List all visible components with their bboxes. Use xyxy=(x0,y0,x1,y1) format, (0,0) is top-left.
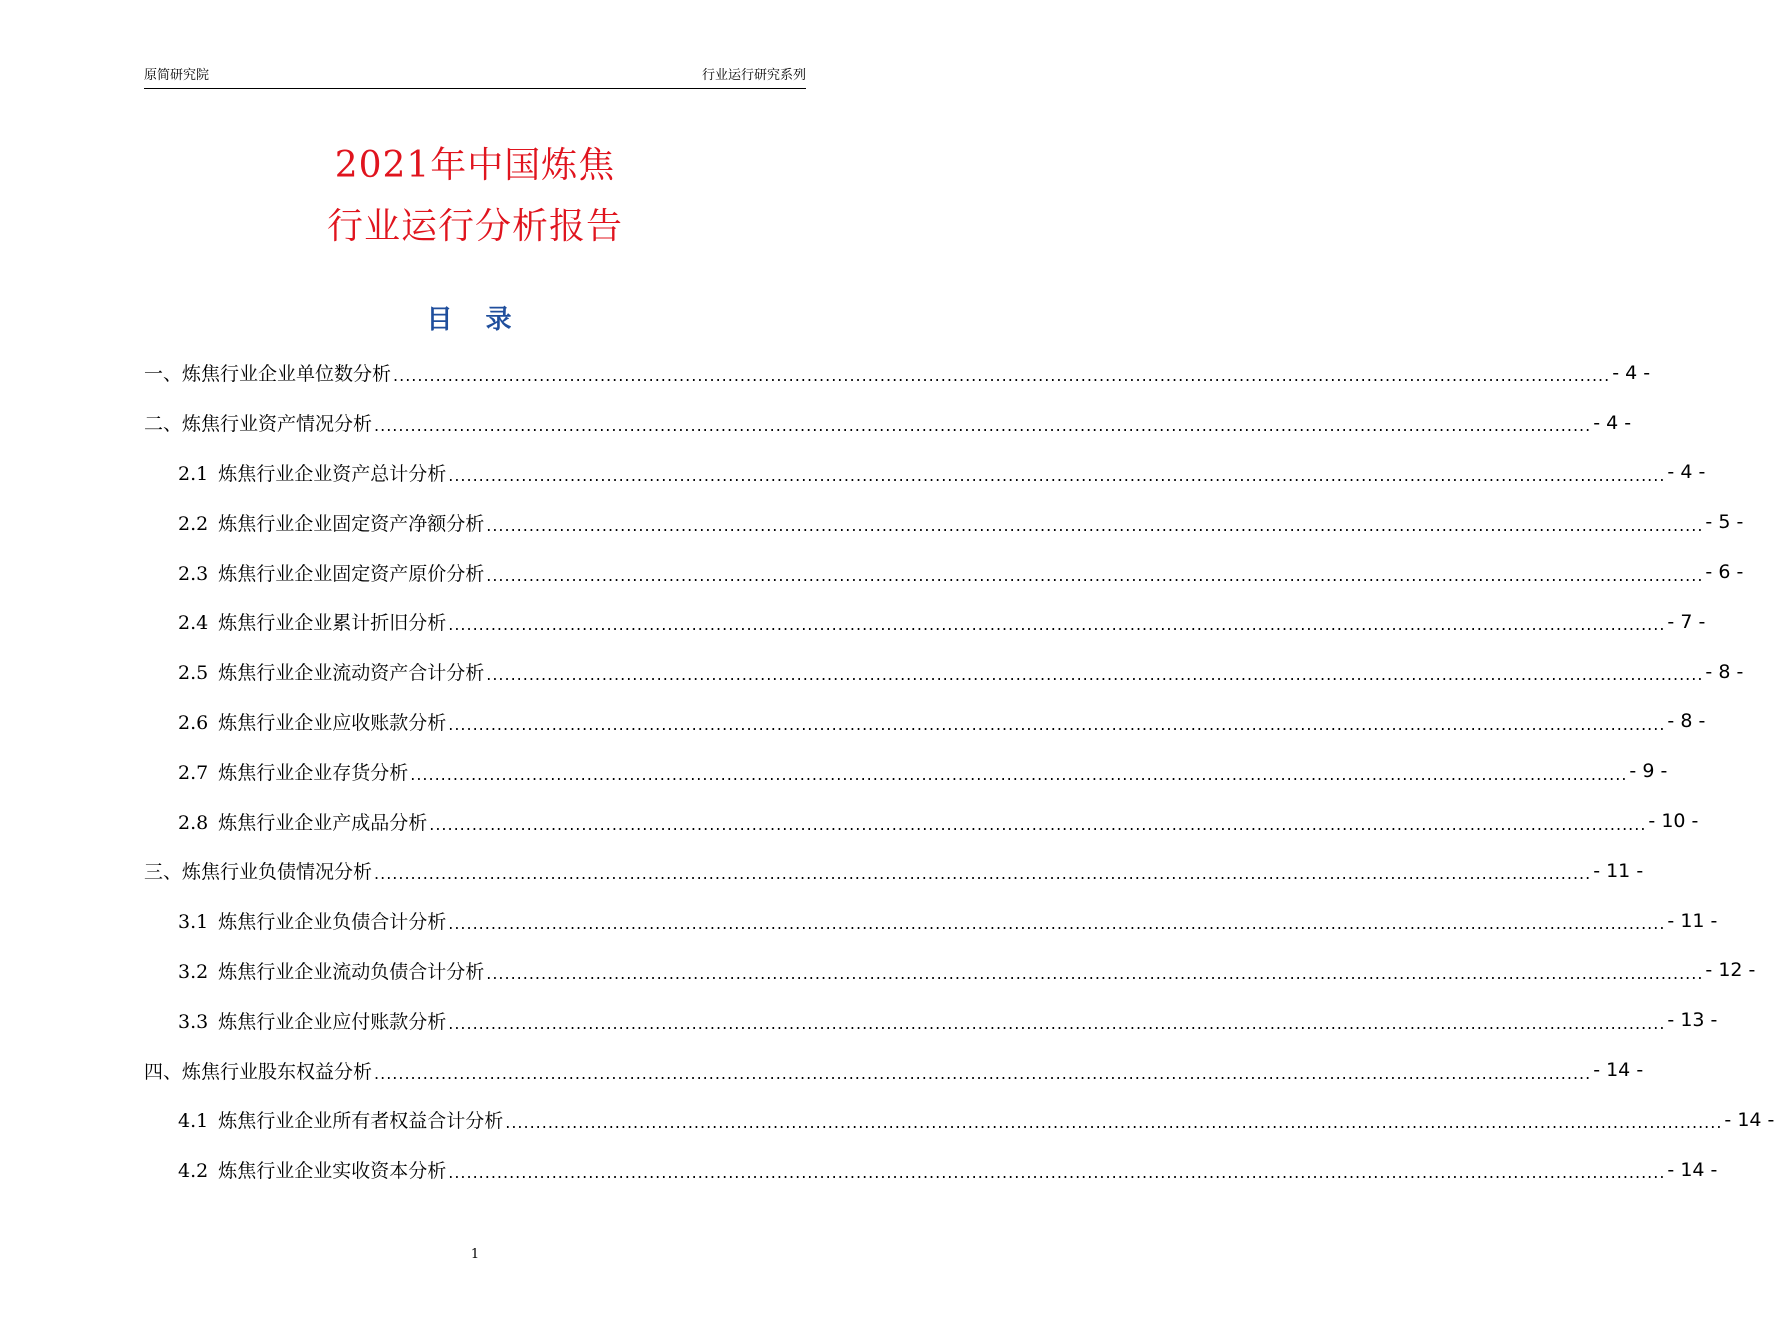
toc-entry-page: - 12 - xyxy=(1705,959,1756,982)
toc-entry-text: 炼焦行业企业固定资产净额分析 xyxy=(218,512,485,535)
toc-dot-leader: ........................................................................................................................................................................................................ xyxy=(486,963,1704,983)
toc-dot-leader: ........................................................................................................................................................................................................ xyxy=(448,465,1666,485)
toc-entry-label xyxy=(178,1156,448,1183)
toc-entry-text: 炼焦行业企业所有者权益合计分析 xyxy=(218,1110,504,1133)
toc-entry[interactable] xyxy=(144,497,1744,547)
toc-entry[interactable] xyxy=(144,547,1744,597)
toc-entry[interactable] xyxy=(144,647,1744,697)
toc-entry-number: 2.1 xyxy=(178,462,209,485)
toc-entry-number: 3.2 xyxy=(178,960,209,983)
toc-entry-page: - 4 - xyxy=(1612,361,1651,384)
toc-dot-leader: ........................................................................................................................................................................................................ xyxy=(448,914,1666,934)
toc-entry-number: 2.8 xyxy=(178,811,209,834)
toc-entry-number: 2.2 xyxy=(178,512,209,535)
toc-entry-number: 2.6 xyxy=(178,711,209,734)
toc-entry[interactable] xyxy=(144,597,1706,647)
toc-entry-text: 炼焦行业企业实收资本分析 xyxy=(218,1160,447,1183)
toc-entry[interactable] xyxy=(144,448,1706,498)
toc-entry[interactable] xyxy=(144,697,1706,747)
toc-entry-text: 炼焦行业企业负债合计分析 xyxy=(218,911,447,934)
toc-entry[interactable] xyxy=(144,348,1651,398)
toc-entry-number: 3.1 xyxy=(178,911,209,934)
toc-entry-label xyxy=(144,359,393,386)
toc-entry-label xyxy=(178,509,486,536)
toc-entry-text: 炼焦行业企业流动资产合计分析 xyxy=(218,662,485,685)
toc-entry-page: - 5 - xyxy=(1705,511,1744,534)
toc-entry-label xyxy=(178,559,486,586)
toc-entry[interactable] xyxy=(144,896,1718,946)
report-title-line-1: 2021年中国炼焦 xyxy=(334,145,616,186)
toc-entry-label xyxy=(178,708,448,735)
toc-entry-page: - 8 - xyxy=(1667,710,1706,733)
toc-entry-text: 炼焦行业企业应收账款分析 xyxy=(218,711,447,734)
toc-entry[interactable] xyxy=(144,398,1632,448)
toc-entry-label xyxy=(178,1106,505,1133)
header-series-name: 行业运行研究系列 xyxy=(701,68,806,83)
toc-entry-label xyxy=(178,758,410,785)
toc-entry-page: - 14 - xyxy=(1724,1108,1774,1131)
toc-heading: 目 录 xyxy=(426,305,524,335)
toc-entry-number: 2.4 xyxy=(178,612,209,635)
toc-entry-label xyxy=(144,409,374,436)
toc-entry-text: 炼焦行业企业产成品分析 xyxy=(218,811,428,834)
toc-entry-page: - 8 - xyxy=(1705,660,1744,683)
header-org-name: 原简研究院 xyxy=(144,68,210,83)
toc-entry-page: - 6 - xyxy=(1705,561,1744,584)
toc-dot-leader: ........................................................................................................................................................................................................ xyxy=(374,864,1592,884)
toc-dot-leader: ........................................................................................................................................................................................................ xyxy=(505,1113,1723,1133)
toc-dot-leader: ........................................................................................................................................................................................................ xyxy=(486,565,1704,585)
toc-dot-leader: ........................................................................................................................................................................................................ xyxy=(429,814,1647,834)
toc-entry-page: - 10 - xyxy=(1648,810,1699,833)
toc-entry-page: - 11 - xyxy=(1593,859,1644,882)
toc-entry-text: 四、炼焦行业股东权益分析 xyxy=(144,1060,373,1083)
toc-entry[interactable] xyxy=(144,846,1644,896)
toc-dot-leader: ........................................................................................................................................................................................................ xyxy=(448,1013,1666,1033)
toc-entry-text: 炼焦行业企业累计折旧分析 xyxy=(218,612,447,635)
toc-entry-text: 炼焦行业企业资产总计分析 xyxy=(218,462,447,485)
toc-dot-leader: ........................................................................................................................................................................................................ xyxy=(448,714,1666,734)
toc-entry-text: 炼焦行业企业存货分析 xyxy=(218,761,409,784)
toc-entry-label xyxy=(178,957,486,984)
toc-dot-leader: ........................................................................................................................................................................................................ xyxy=(448,1163,1666,1183)
toc-entry[interactable] xyxy=(144,1045,1644,1095)
toc-entry-label xyxy=(144,857,374,884)
toc-entry-label xyxy=(178,608,448,635)
toc-entry[interactable] xyxy=(144,995,1718,1045)
toc-entry-number: 2.3 xyxy=(178,562,209,585)
toc-entry[interactable] xyxy=(144,796,1699,846)
toc-entry-page: - 4 - xyxy=(1667,461,1706,484)
toc-entry-label xyxy=(178,658,486,685)
toc-entry-number: 3.3 xyxy=(178,1010,209,1033)
toc-entry-number: 2.5 xyxy=(178,662,209,685)
toc-dot-leader: ........................................................................................................................................................................................................ xyxy=(448,615,1666,635)
toc-entry-number: 4.2 xyxy=(178,1160,209,1183)
toc-dot-leader: ........................................................................................................................................................................................................ xyxy=(374,1063,1592,1083)
toc-entry-text: 三、炼焦行业负债情况分析 xyxy=(144,861,373,884)
toc-dot-leader: ........................................................................................................................................................................................................ xyxy=(486,515,1704,535)
toc-entry[interactable] xyxy=(144,946,1756,996)
toc-entry-page: - 14 - xyxy=(1667,1158,1718,1181)
toc-dot-leader: ........................................................................................................................................................................................................ xyxy=(393,366,1611,386)
toc-entry-page: - 13 - xyxy=(1667,1009,1718,1032)
toc-entry[interactable] xyxy=(144,1145,1718,1195)
toc-entry[interactable] xyxy=(144,746,1668,796)
toc-entry-number: 4.1 xyxy=(178,1110,209,1133)
table-of-contents xyxy=(144,348,1774,1195)
page-number: 1 xyxy=(470,1247,480,1262)
toc-entry-page: - 4 - xyxy=(1593,411,1632,434)
toc-dot-leader: ........................................................................................................................................................................................................ xyxy=(486,665,1704,685)
toc-entry-text: 二、炼焦行业资产情况分析 xyxy=(144,413,373,436)
toc-entry-page: - 14 - xyxy=(1593,1059,1644,1082)
toc-entry-page: - 11 - xyxy=(1667,909,1718,932)
toc-entry-label xyxy=(178,1007,448,1034)
toc-entry-text: 炼焦行业企业应付账款分析 xyxy=(218,1010,447,1033)
page-header xyxy=(144,66,806,89)
toc-entry-page: - 9 - xyxy=(1629,760,1668,783)
toc-entry-text: 炼焦行业企业固定资产原价分析 xyxy=(218,562,485,585)
toc-entry-label xyxy=(144,1057,374,1084)
toc-dot-leader: ........................................................................................................................................................................................................ xyxy=(374,416,1592,436)
toc-dot-leader: ........................................................................................................................................................................................................ xyxy=(410,764,1628,784)
toc-entry-label xyxy=(178,459,448,486)
toc-entry-number: 2.7 xyxy=(178,761,209,784)
toc-entry-label xyxy=(178,907,448,934)
toc-entry-page: - 7 - xyxy=(1667,610,1706,633)
toc-entry-label xyxy=(178,808,429,835)
toc-entry-text: 一、炼焦行业企业单位数分析 xyxy=(144,363,392,386)
toc-entry[interactable] xyxy=(144,1095,1774,1145)
toc-entry-text: 炼焦行业企业流动负债合计分析 xyxy=(218,960,485,983)
report-title-line-2: 行业运行分析报告 xyxy=(326,206,623,247)
